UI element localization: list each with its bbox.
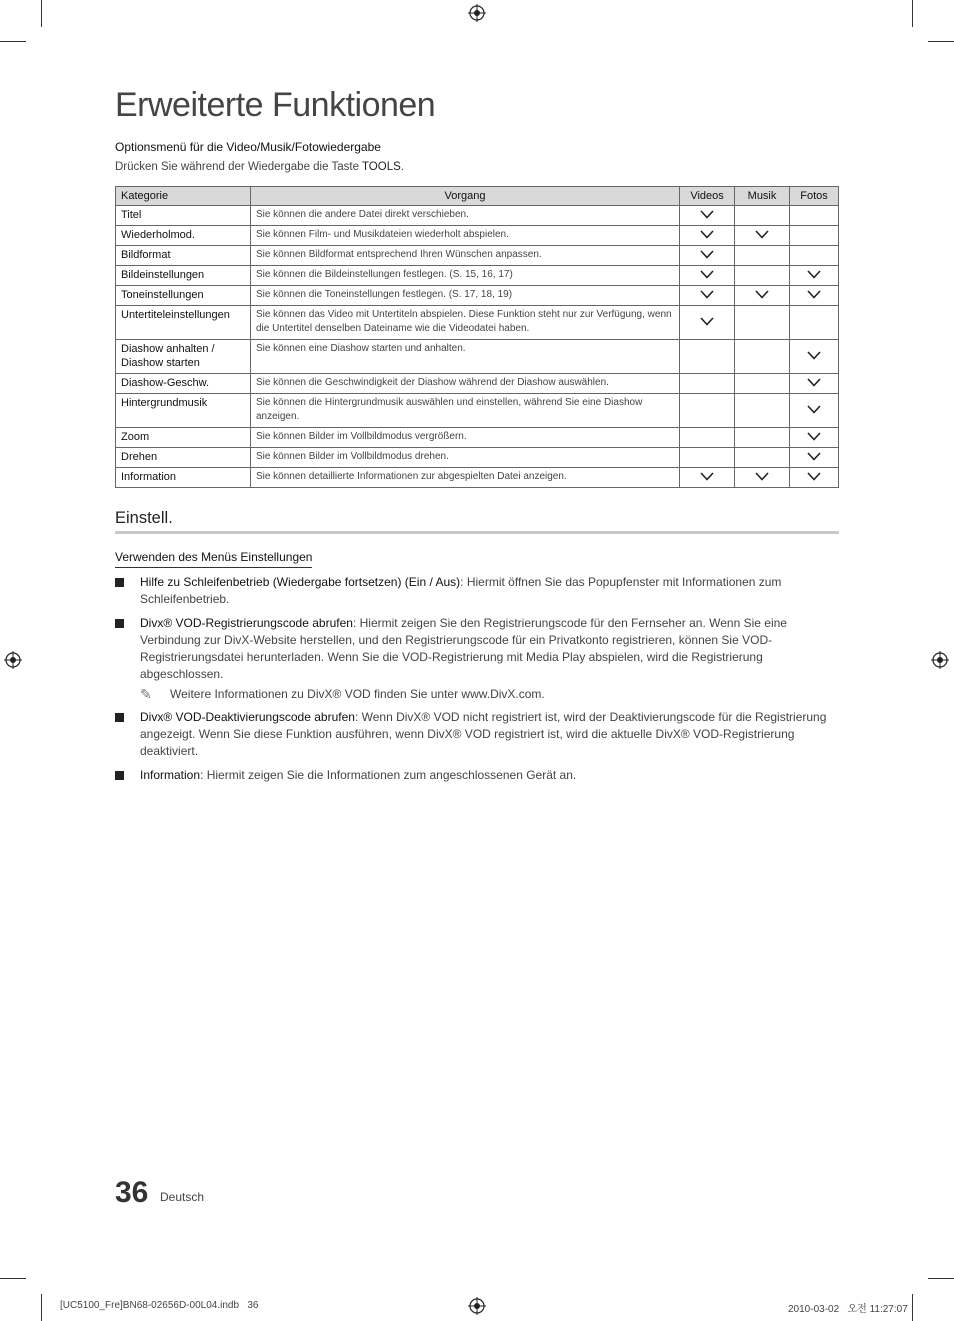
kategorie-cell: Hintergrundmusik (116, 394, 251, 428)
kategorie-cell: Drehen (116, 448, 251, 468)
musik-cell (735, 428, 790, 448)
checkmark-icon (700, 472, 714, 481)
vorgang-cell: Sie können Bilder im Vollbildmodus vergrößern. (250, 428, 679, 448)
musik-cell (735, 340, 790, 374)
videos-cell (680, 448, 735, 468)
musik-cell (735, 394, 790, 428)
musik-cell (735, 468, 790, 488)
videos-cell (680, 286, 735, 306)
item-term: Information (140, 767, 201, 782)
fotos-cell (790, 266, 839, 286)
tools-key-label: TOOLS (361, 161, 401, 173)
kategorie-cell: Toneinstellungen (116, 286, 251, 306)
videos-cell (680, 428, 735, 448)
fotos-cell (790, 206, 839, 226)
checkmark-icon (700, 290, 714, 299)
kategorie-cell: Untertiteleinstellungen (116, 306, 251, 340)
options-heading: Optionsmenü für die Video/Musik/Fotowiedergabe (115, 140, 381, 154)
table-header-row (116, 187, 839, 206)
checkmark-icon (807, 472, 821, 481)
checkmark-icon (700, 270, 714, 279)
fotos-cell (790, 246, 839, 266)
registration-mark-icon (4, 651, 22, 669)
item-text: : Hiermit zeigen Sie den Registrierungscode für den Fernseher an. Wenn Sie eine Verbindung zur DivX-Website herstellen, und den Registrierungscode für ein Privatkonto registrieren, können Sie VOD-Registrierungsdatei herunterladen. Wenn Sie die VOD-Registrierung mit Media Play abspielen, wird die Registrierung abgeschlossen. (140, 615, 787, 682)
item-term: Divx® VOD-Deaktivierungscode abrufen (140, 709, 355, 724)
section-title: Einstell. (115, 509, 173, 527)
musik-cell (735, 206, 790, 226)
videos-cell (680, 226, 735, 246)
fotos-cell (790, 448, 839, 468)
header-kategorie: Kategorie (116, 187, 251, 206)
list-item (115, 574, 839, 609)
vorgang-cell: Sie können die Hintergrundmusik auswählen und einstellen, während Sie eine Diashow anzeigen. (250, 394, 679, 428)
musik-cell (735, 374, 790, 394)
usage-heading: Verwenden des Menüs Einstellungen (115, 550, 312, 568)
vorgang-cell: Sie können die Geschwindigkeit der Diashow während der Diashow auswählen. (250, 374, 679, 394)
checkmark-icon (807, 290, 821, 299)
fotos-cell (790, 306, 839, 340)
kategorie-cell: Bildeinstellungen (116, 266, 251, 286)
item-text: : Wenn DivX® VOD nicht registriert ist, wird der Deaktivierungscode für die Registrierung angezeigt. Wenn Sie diese Funktion ausführen, wenn DivX® VOD registriert ist, wird die aktuelle DivX® VOD-Registrierung deaktiviert. (140, 709, 827, 759)
header-vorgang: Vorgang (250, 187, 679, 206)
fotos-cell (790, 468, 839, 488)
item-term: Divx® VOD-Registrierungscode abrufen (140, 615, 353, 630)
vorgang-cell: Sie können eine Diashow starten und anhalten. (250, 340, 679, 374)
kategorie-cell: Wiederholmod. (116, 226, 251, 246)
crop-mark (928, 1278, 954, 1279)
vorgang-cell: Sie können Bildformat entsprechend Ihren Wünschen anpassen. (250, 246, 679, 266)
print-footer-file: [UC5100_Fre]BN68-02656D-00L04.indb 36 (60, 1300, 259, 1311)
vorgang-cell: Sie können Bilder im Vollbildmodus drehen. (250, 448, 679, 468)
videos-cell (680, 246, 735, 266)
musik-cell (735, 286, 790, 306)
checkmark-icon (700, 250, 714, 259)
list-item (115, 767, 839, 784)
note-pencil-icon: ✎ (140, 685, 152, 702)
registration-mark-icon (931, 651, 949, 669)
item-text: : Hiermit zeigen Sie die Informationen zum angeschlossenen Gerät an. (200, 767, 577, 782)
videos-cell (680, 206, 735, 226)
checkmark-icon (807, 378, 821, 387)
crop-mark (928, 41, 954, 42)
checkmark-icon (755, 230, 769, 239)
vorgang-cell: Sie können die Bildeinstellungen festlegen. (S. 15, 16, 17) (250, 266, 679, 286)
musik-cell (735, 306, 790, 340)
note-text: Weitere Informationen zu DivX® VOD finden Sie unter www.DivX.com. (170, 686, 545, 701)
options-intro (115, 161, 404, 173)
crop-mark (0, 1278, 26, 1279)
bullet-icon (115, 713, 124, 722)
settings-list (115, 574, 839, 784)
fotos-cell (790, 374, 839, 394)
videos-cell (680, 374, 735, 394)
table-row (116, 428, 839, 448)
videos-cell (680, 340, 735, 374)
vorgang-cell: Sie können Film- und Musikdateien wiederholt abspielen. (250, 226, 679, 246)
table-row (116, 246, 839, 266)
options-table (115, 186, 839, 488)
musik-cell (735, 266, 790, 286)
header-videos: Videos (680, 187, 735, 206)
table-row (116, 306, 839, 340)
checkmark-icon (755, 290, 769, 299)
vorgang-cell: Sie können die andere Datei direkt verschieben. (250, 206, 679, 226)
checkmark-icon (807, 432, 821, 441)
checkmark-icon (700, 317, 714, 326)
options-intro-text: Drücken Sie während der Wiedergabe die Taste (115, 161, 362, 173)
checkmark-icon (807, 405, 821, 414)
crop-mark (0, 41, 26, 42)
vorgang-cell: Sie können die Toneinstellungen festlegen. (S. 17, 18, 19) (250, 286, 679, 306)
checkmark-icon (807, 351, 821, 360)
bullet-icon (115, 578, 124, 587)
kategorie-cell: Diashow anhalten / Diashow starten (116, 340, 251, 374)
videos-cell (680, 266, 735, 286)
crop-mark (41, 0, 42, 27)
list-item (115, 709, 839, 761)
vorgang-cell: Sie können das Video mit Untertiteln abspielen. Diese Funktion steht nur zur Verfügung, wenn die Untertitel denselben Dateiname wie die Videodatei haben. (250, 306, 679, 340)
table-row (116, 448, 839, 468)
table-row (116, 394, 839, 428)
registration-mark-icon (468, 1297, 486, 1315)
kategorie-cell: Information (116, 468, 251, 488)
fotos-cell (790, 394, 839, 428)
table-row (116, 340, 839, 374)
header-musik: Musik (735, 187, 790, 206)
section-divider (115, 531, 839, 534)
fotos-cell (790, 226, 839, 246)
checkmark-icon (807, 452, 821, 461)
vorgang-cell: Sie können detaillierte Informationen zur abgespielten Datei anzeigen. (250, 468, 679, 488)
page-language: Deutsch (160, 1190, 205, 1204)
videos-cell (680, 306, 735, 340)
kategorie-cell: Bildformat (116, 246, 251, 266)
table-row (116, 266, 839, 286)
fotos-cell (790, 286, 839, 306)
crop-mark (41, 1294, 42, 1321)
musik-cell (735, 226, 790, 246)
kategorie-cell: Diashow-Geschw. (116, 374, 251, 394)
page-title: Erweiterte Funktionen (115, 86, 436, 124)
table-row (116, 374, 839, 394)
kategorie-cell: Zoom (116, 428, 251, 448)
note (115, 686, 839, 703)
table-row (116, 468, 839, 488)
crop-mark (912, 0, 913, 27)
print-footer-date: 2010-03-02 오전 11:27:07 (788, 1304, 908, 1315)
musik-cell (735, 448, 790, 468)
page-number: 36 (115, 1176, 149, 1209)
checkmark-icon (700, 210, 714, 219)
fotos-cell (790, 340, 839, 374)
table-row (116, 226, 839, 246)
table-row (116, 286, 839, 306)
registration-mark-icon (468, 4, 486, 22)
item-term: Hilfe zu Schleifenbetrieb (Wiedergabe fortsetzen) (Ein / Aus) (140, 575, 461, 589)
checkmark-icon (700, 230, 714, 239)
videos-cell (680, 468, 735, 488)
options-intro-end: . (400, 161, 404, 173)
checkmark-icon (807, 270, 821, 279)
fotos-cell (790, 428, 839, 448)
musik-cell (735, 246, 790, 266)
crop-mark (912, 1294, 913, 1321)
bullet-icon (115, 619, 124, 628)
videos-cell (680, 394, 735, 428)
bullet-icon (115, 771, 124, 780)
item-text: : Hiermit öffnen Sie das Popupfenster mit Informationen zum Schleifenbetrieb. (140, 575, 782, 607)
table-row (116, 206, 839, 226)
checkmark-icon (755, 472, 769, 481)
kategorie-cell: Titel (116, 206, 251, 226)
header-fotos: Fotos (790, 187, 839, 206)
list-item (115, 615, 839, 684)
